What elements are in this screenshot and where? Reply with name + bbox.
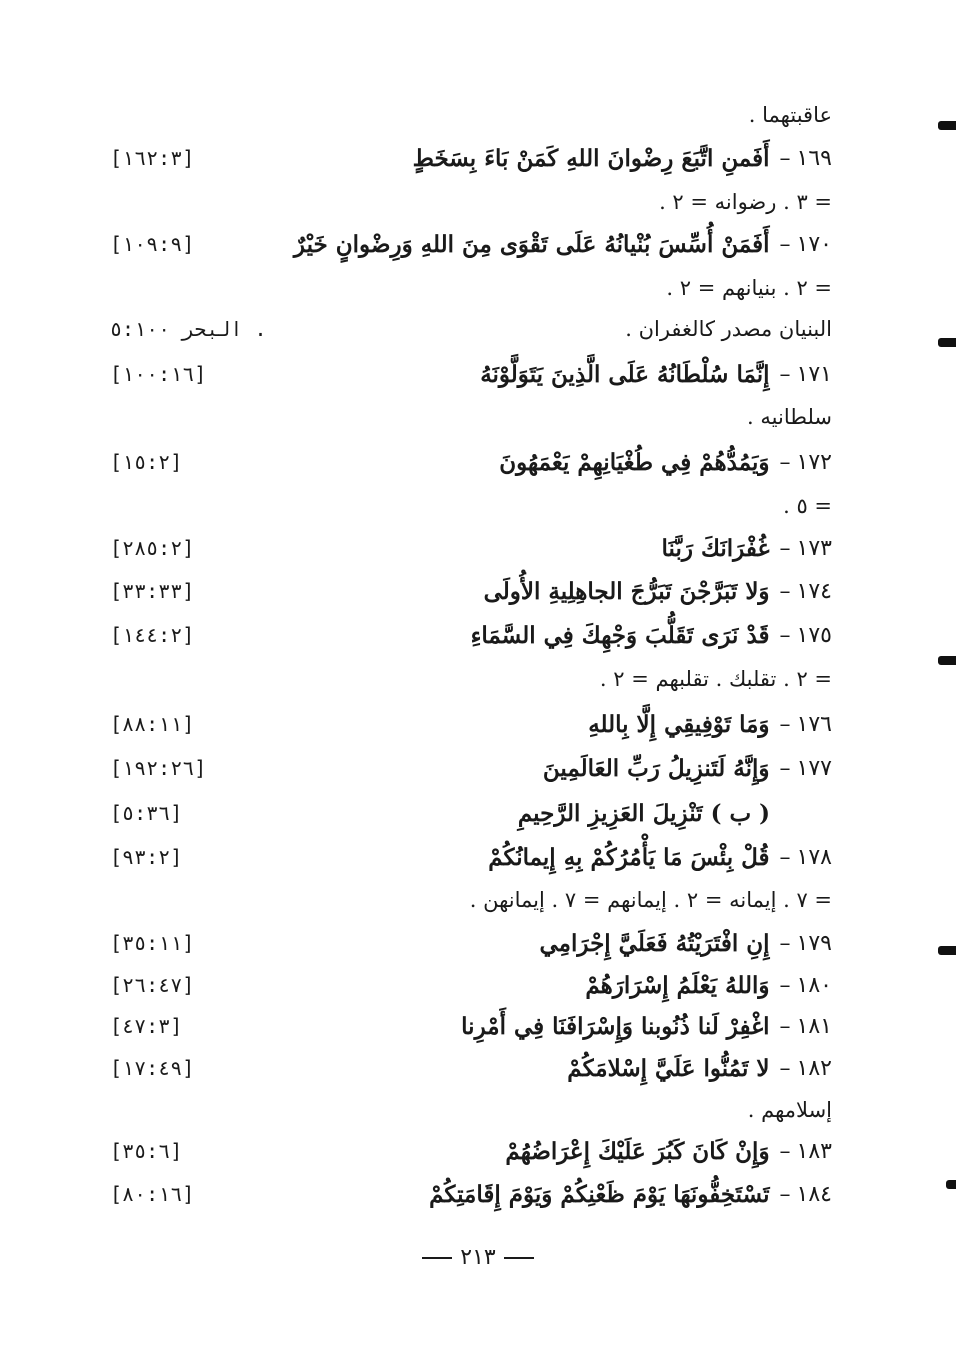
entry-number: ١٧٩ bbox=[796, 930, 832, 956]
entry-number: ١٧٢ bbox=[796, 449, 832, 475]
verse-reference: [١٦٢:٣] bbox=[110, 146, 195, 170]
entry-line bbox=[110, 839, 832, 875]
line-text: = ٧ . إيمانه = ٢ . إيمانهم = ٧ . إيمانهن . bbox=[469, 888, 832, 912]
footer-rule-left bbox=[422, 1257, 452, 1259]
verse-text: ( ب ) تَنْزِيلَ العَزِيزِ الرَّحِيمِ bbox=[517, 799, 770, 827]
entry-line bbox=[110, 925, 832, 961]
page-number: ٢١٣ bbox=[460, 1245, 496, 1270]
text-line bbox=[110, 1092, 832, 1128]
entry-line bbox=[110, 356, 832, 392]
line-text: = ٣ . رضوانه = ٢ . bbox=[659, 190, 832, 214]
verse-text: وَمَا تَوْفِيقِي إِلَّا بِاللهِ bbox=[588, 710, 770, 738]
entry-line bbox=[110, 444, 832, 480]
footer-rule-right bbox=[504, 1257, 534, 1259]
entry-dash: – bbox=[779, 755, 791, 781]
verse-reference: [٢٨٥:٢] bbox=[110, 536, 195, 560]
verse-reference: [٣٥:١١] bbox=[110, 931, 195, 955]
entry-dash: – bbox=[779, 231, 791, 257]
entry-line bbox=[110, 1050, 832, 1086]
margin-mark bbox=[938, 121, 956, 130]
verse-text: وَلا تَبَرَّجْنَ تَبَرُّجَ الجاهِلِيةِ الأُولَى bbox=[483, 577, 770, 605]
entry-line bbox=[110, 750, 832, 786]
verse-reference: [٣٥:٦] bbox=[110, 1139, 183, 1163]
margin-mark bbox=[946, 1180, 956, 1189]
entry-number: ١٧٣ bbox=[796, 535, 832, 561]
verse-reference: [١٠٩:٩] bbox=[110, 232, 195, 256]
entry-line bbox=[110, 1176, 832, 1212]
entry-dash: – bbox=[779, 145, 791, 171]
entry-line bbox=[110, 617, 832, 653]
line-text: البنيان مصدر كالغفران . bbox=[625, 317, 832, 341]
entry-dash: – bbox=[779, 844, 791, 870]
line-text: عاقبتهما . bbox=[748, 103, 832, 127]
entry-number: ١٧٨ bbox=[796, 844, 832, 870]
entry-line bbox=[110, 226, 832, 262]
entry-dash: – bbox=[779, 972, 791, 998]
entry-dash: – bbox=[779, 578, 791, 604]
entry-line bbox=[110, 1008, 832, 1044]
verse-text: أَفَمَنْ أُسِّسَ بُنْيانُهُ عَلَى تَقْوَى مِنَ اللهِ وَرِضْوانٍ خَيْرٌ bbox=[293, 230, 770, 258]
verse-text: وَإِنْ كَانَ كَبُرَ عَلَيْكَ إِعْرَاضُهُمْ bbox=[505, 1137, 770, 1165]
text-line bbox=[110, 488, 832, 524]
verse-reference: [٩٣:٢] bbox=[110, 845, 183, 869]
verse-reference: [٣٣:٣٣] bbox=[110, 579, 195, 603]
entry-line bbox=[110, 1133, 832, 1169]
verse-text: وَيَمُدُّهُمْ فِي طُغْيَانِهِمْ يَعْمَهُونَ bbox=[499, 448, 770, 476]
verse-reference: [٨٠:١٦] bbox=[110, 1182, 195, 1206]
verse-text: اغْفِرْ لَنا ذُنُوبنا وَإِسْرَافَنَا فِي أَمْرِنا bbox=[461, 1012, 770, 1040]
entry-dash: – bbox=[779, 1138, 791, 1164]
verse-text: إِنَّمَا سُلْطَانُهُ عَلَى الَّذِينَ يَتَوَلَّوْنَهُ bbox=[480, 360, 770, 388]
line-text: = ٢ . بنيانهم = ٢ . bbox=[666, 276, 832, 300]
entry-dash: – bbox=[779, 535, 791, 561]
entry-number: ١٧٦ bbox=[796, 711, 832, 737]
entry-line bbox=[110, 967, 832, 1003]
entry-number: ١٨٤ bbox=[796, 1181, 832, 1207]
text-line bbox=[110, 311, 832, 347]
page-footer bbox=[0, 1245, 956, 1270]
entry-dash: – bbox=[779, 1055, 791, 1081]
verse-text: قُلْ بِئْسَ مَا يَأْمُرُكُمْ بِهِ إِيمانُكُمْ bbox=[488, 843, 770, 871]
verse-text: قَدْ نَرَى تَقَلُّبَ وَجْهِكَ فِي السَّمَاءِ bbox=[470, 621, 770, 649]
entry-number: ١٧٧ bbox=[796, 755, 832, 781]
text-line bbox=[110, 399, 832, 435]
text-line bbox=[110, 882, 832, 918]
verse-reference: [٢٦:٤٧] bbox=[110, 973, 195, 997]
margin-mark bbox=[938, 338, 956, 347]
entry-line bbox=[110, 573, 832, 609]
entry-dash: – bbox=[779, 622, 791, 648]
margin-mark bbox=[938, 946, 956, 955]
margin-mark bbox=[938, 656, 956, 665]
verse-text: وَاللهُ يَعْلَمُ إِسْرَارَهُمْ bbox=[585, 971, 770, 999]
verse-reference: [١٩٢:٢٦] bbox=[110, 756, 207, 780]
entry-number: ١٦٩ bbox=[796, 145, 832, 171]
entry-number: ١٨٠ bbox=[796, 972, 832, 998]
verse-reference: [٤٧:٣] bbox=[110, 1014, 183, 1038]
line-text: سلطانيه . bbox=[747, 405, 832, 429]
entry-number: ١٧٥ bbox=[796, 622, 832, 648]
entry-dash: – bbox=[779, 711, 791, 737]
entry-number: ١٨١ bbox=[796, 1013, 832, 1039]
verse-reference: [٨٨:١١] bbox=[110, 712, 195, 736]
entry-dash: – bbox=[779, 1013, 791, 1039]
verse-text: غُفْرَانَكَ رَبَّنَا bbox=[661, 534, 770, 562]
verse-reference: [١٤٤:٢] bbox=[110, 623, 195, 647]
text-line bbox=[110, 661, 832, 697]
entry-line bbox=[110, 140, 832, 176]
entry-number: ١٧٠ bbox=[796, 231, 832, 257]
verse-text: تَسْتَخِفُّونَهَا يَوْمَ ظَعْنِكُمْ وَيَوْمَ إِقَامَتِكُمْ bbox=[429, 1180, 770, 1208]
entry-number: ١٨٣ bbox=[796, 1138, 832, 1164]
verse-reference: [٥:٣٦] bbox=[110, 801, 183, 825]
line-text: إسلامهم . bbox=[747, 1098, 832, 1122]
text-line bbox=[110, 97, 832, 133]
entry-line bbox=[110, 530, 832, 566]
entry-number: ١٧٤ bbox=[796, 578, 832, 604]
entry-line bbox=[110, 706, 832, 742]
verse-reference: [١٠٠:١٦] bbox=[110, 362, 207, 386]
source-reference: البحر ٥:١٠٠ . bbox=[110, 317, 267, 341]
entry-number: ١٨٢ bbox=[796, 1055, 832, 1081]
entry-dash: – bbox=[779, 449, 791, 475]
text-line bbox=[110, 270, 832, 306]
line-text: = ٢ . تقلبك . تقلبهم = ٢ . bbox=[599, 667, 832, 691]
verse-text: وَإِنَّهُ لَتَنزِيلُ رَبِّ العَالَمِينَ bbox=[542, 754, 770, 782]
verse-reference: [١٥:٢] bbox=[110, 450, 183, 474]
verse-reference: [١٧:٤٩] bbox=[110, 1056, 195, 1080]
entry-dash: – bbox=[779, 930, 791, 956]
entry-dash: – bbox=[779, 1181, 791, 1207]
entry-number: ١٧١ bbox=[796, 361, 832, 387]
line-text: = ٥ . bbox=[783, 494, 832, 518]
verse-text: أَفَمنِ اتَّبَعَ رِضْوانَ اللهِ كَمَنْ بَاءَ بِسَخَطٍ bbox=[412, 144, 770, 172]
verse-text: لا تَمُنُّوا عَلَيَّ إِسْلامَكُمْ bbox=[567, 1054, 770, 1082]
entry-dash: – bbox=[779, 361, 791, 387]
entry-line bbox=[110, 795, 832, 831]
text-line bbox=[110, 184, 832, 220]
verse-text: إِنِ افْتَرَيْتُهُ فَعَلَيَّ إِجْرَامِي bbox=[539, 929, 770, 957]
